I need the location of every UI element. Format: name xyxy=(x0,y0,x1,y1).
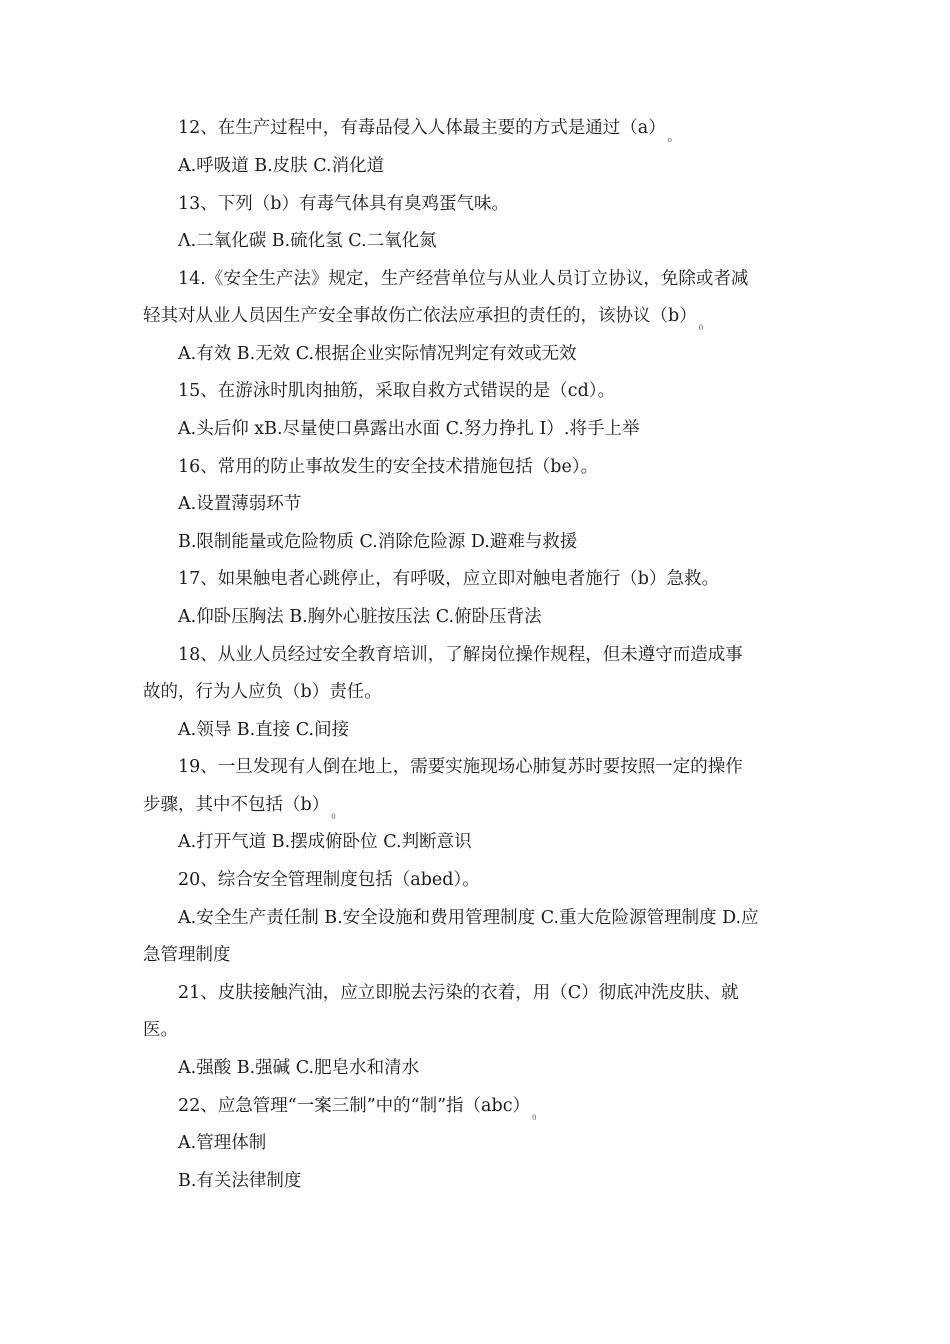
question-14-line-2: 轻其对从业人员因生产安全事故伤亡依法应承担的责任的，该协议$(b)_0$ xyxy=(143,306,704,332)
options-17: A.仰卧压胸法 B.胸外心脏按压法 C.俯卧压背法 xyxy=(178,607,542,627)
options-16-b: B.限制能量或危险物质 C.消除危险源 D.避难与救援 xyxy=(178,532,578,552)
ocr-mark: 0 xyxy=(698,324,704,332)
options-20-line-2: 急管理制度 xyxy=(143,945,231,965)
ocr-mark: o xyxy=(667,136,672,144)
question-16: 16、常用的防止事故发生的安全技术措施包括（be）。 xyxy=(178,457,599,477)
options-18: A.领导 B.直接 C.间接 xyxy=(178,720,350,740)
options-12: A.呼吸道 B.皮肤 C.消化道 xyxy=(178,156,385,176)
options-14: A.有效 B.无效 C.根据企业实际情况判定有效或无效 xyxy=(178,344,577,364)
question-21-line-1: 21、皮肤接触汽油，应立即脱去污染的衣着，用（C）彻底冲洗皮肤、就 xyxy=(178,983,739,1003)
options-22-b: B.有关法律制度 xyxy=(178,1171,302,1191)
options-19: A.打开气道 B.摆成俯卧位 C.判断意识 xyxy=(178,832,472,852)
options-20-line-1: A.安全生产责任制 B.安全设施和费用管理制度 C.重大危险源管理制度 D.应 xyxy=(178,908,759,928)
question-19-line-1: 19、一旦发现有人倒在地上，需要实施现场心肺复苏时要按照一定的操作 xyxy=(178,757,743,777)
question-12: 12、在生产过程中，有毒品侵入人体最主要的方式是通过$(a)_o$ xyxy=(178,118,672,144)
options-16-a: A.设置薄弱环节 xyxy=(178,494,302,514)
options-13: Λ.二氧化碳 B.硫化氢 C.二氧化氮 xyxy=(178,231,437,251)
question-20: 20、综合安全管理制度包括（abed）。 xyxy=(178,870,480,890)
question-22: 22、应急管理“一案三制”中的“制”指$(abc)_0$ xyxy=(178,1096,537,1122)
question-13: 13、下列（b）有毒气体具有臭鸡蛋气味。 xyxy=(178,194,509,214)
options-15: A.头后仰 xB.尽量使口鼻露出水面 C.努力挣扎 I）.将手上举 xyxy=(178,419,640,439)
question-18-line-1: 18、从业人员经过安全教育培训，了解岗位操作规程，但未遵守而造成事 xyxy=(178,645,743,665)
ocr-mark: 0 xyxy=(532,1114,537,1122)
options-21: A.强酸 B.强碱 C.肥皂水和清水 xyxy=(178,1058,420,1078)
question-19-line-2: 步骤，其中不包括$(b)_0$ xyxy=(143,795,336,821)
question-17: 17、如果触电者心跳停止，有呼吸，应立即对触电者施行（b）急救。 xyxy=(178,569,719,589)
question-15: 15、在游泳时肌肉抽筋，采取自救方式错误的是（cd）。 xyxy=(178,381,616,401)
options-22-a: A.管理体制 xyxy=(178,1133,267,1153)
question-21-line-2: 医。 xyxy=(143,1020,178,1040)
ocr-mark: 0 xyxy=(331,813,336,821)
question-18-line-2: 故的，行为人应负（b）责任。 xyxy=(143,682,382,702)
question-14-line-1: 14.《安全生产法》规定，生产经营单位与从业人员订立协议，免除或者减 xyxy=(178,269,749,289)
